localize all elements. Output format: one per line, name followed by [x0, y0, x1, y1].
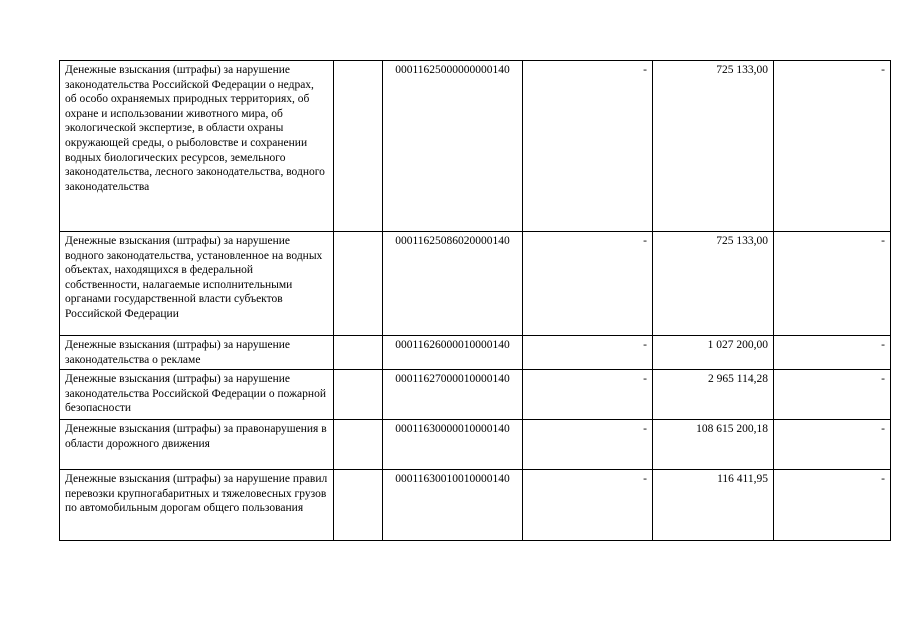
empty-cell [334, 232, 383, 336]
amount-cell: - [774, 61, 891, 232]
budget-code-cell: 00011630000010000140 [383, 420, 523, 470]
table-row [60, 370, 891, 420]
revenue-name-cell: Денежные взыскания (штрафы) за нарушение законодательства о рекламе [60, 336, 334, 370]
budget-code-cell: 00011630010010000140 [383, 470, 523, 541]
revenue-table [59, 60, 891, 541]
revenue-name-cell: Денежные взыскания (штрафы) за нарушение водного законодательства, установленное на водных объектах, находящихся в федеральной собственности, налагаемые исполнительными органами государственной власти субъектов Российской Федерации [60, 232, 334, 336]
revenue-name-cell: Денежные взыскания (штрафы) за нарушение законодательства Российской Федерации о недрах, об особо охраняемых природных территориях, об охране и использовании животного мира, об экологической экспертизе, в области охраны окружающей среды, о рыболовстве и сохранении водных биологических ресурсов, земельного законодательства, лесного законодательства, водного законодательства [60, 61, 334, 232]
amount-cell: - [523, 336, 653, 370]
revenue-name-cell: Денежные взыскания (штрафы) за правонарушения в области дорожного движения [60, 420, 334, 470]
amount-cell: 1 027 200,00 [653, 336, 774, 370]
amount-cell: - [523, 232, 653, 336]
empty-cell [334, 470, 383, 541]
amount-cell: 2 965 114,28 [653, 370, 774, 420]
amount-cell: - [523, 370, 653, 420]
revenue-name-cell: Денежные взыскания (штрафы) за нарушение правил перевозки крупногабаритных и тяжеловесных грузов по автомобильным дорогам общего пользования [60, 470, 334, 541]
empty-cell [334, 370, 383, 420]
table-row [60, 336, 891, 370]
empty-cell [334, 420, 383, 470]
budget-code-cell: 00011626000010000140 [383, 336, 523, 370]
amount-cell: - [523, 470, 653, 541]
amount-cell: 725 133,00 [653, 61, 774, 232]
table-row [60, 420, 891, 470]
empty-cell [334, 61, 383, 232]
budget-code-cell: 00011625000000000140 [383, 61, 523, 232]
budget-code-cell: 00011627000010000140 [383, 370, 523, 420]
amount-cell: - [774, 232, 891, 336]
amount-cell: - [774, 336, 891, 370]
amount-cell: - [774, 370, 891, 420]
amount-cell: 116 411,95 [653, 470, 774, 541]
amount-cell: - [774, 420, 891, 470]
amount-cell: - [774, 470, 891, 541]
amount-cell: 108 615 200,18 [653, 420, 774, 470]
table-row [60, 61, 891, 232]
table-row [60, 470, 891, 541]
budget-code-cell: 00011625086020000140 [383, 232, 523, 336]
amount-cell: 725 133,00 [653, 232, 774, 336]
revenue-name-cell: Денежные взыскания (штрафы) за нарушение законодательства Российской Федерации о пожарной безопасности [60, 370, 334, 420]
amount-cell: - [523, 420, 653, 470]
table-row [60, 232, 891, 336]
amount-cell: - [523, 61, 653, 232]
empty-cell [334, 336, 383, 370]
